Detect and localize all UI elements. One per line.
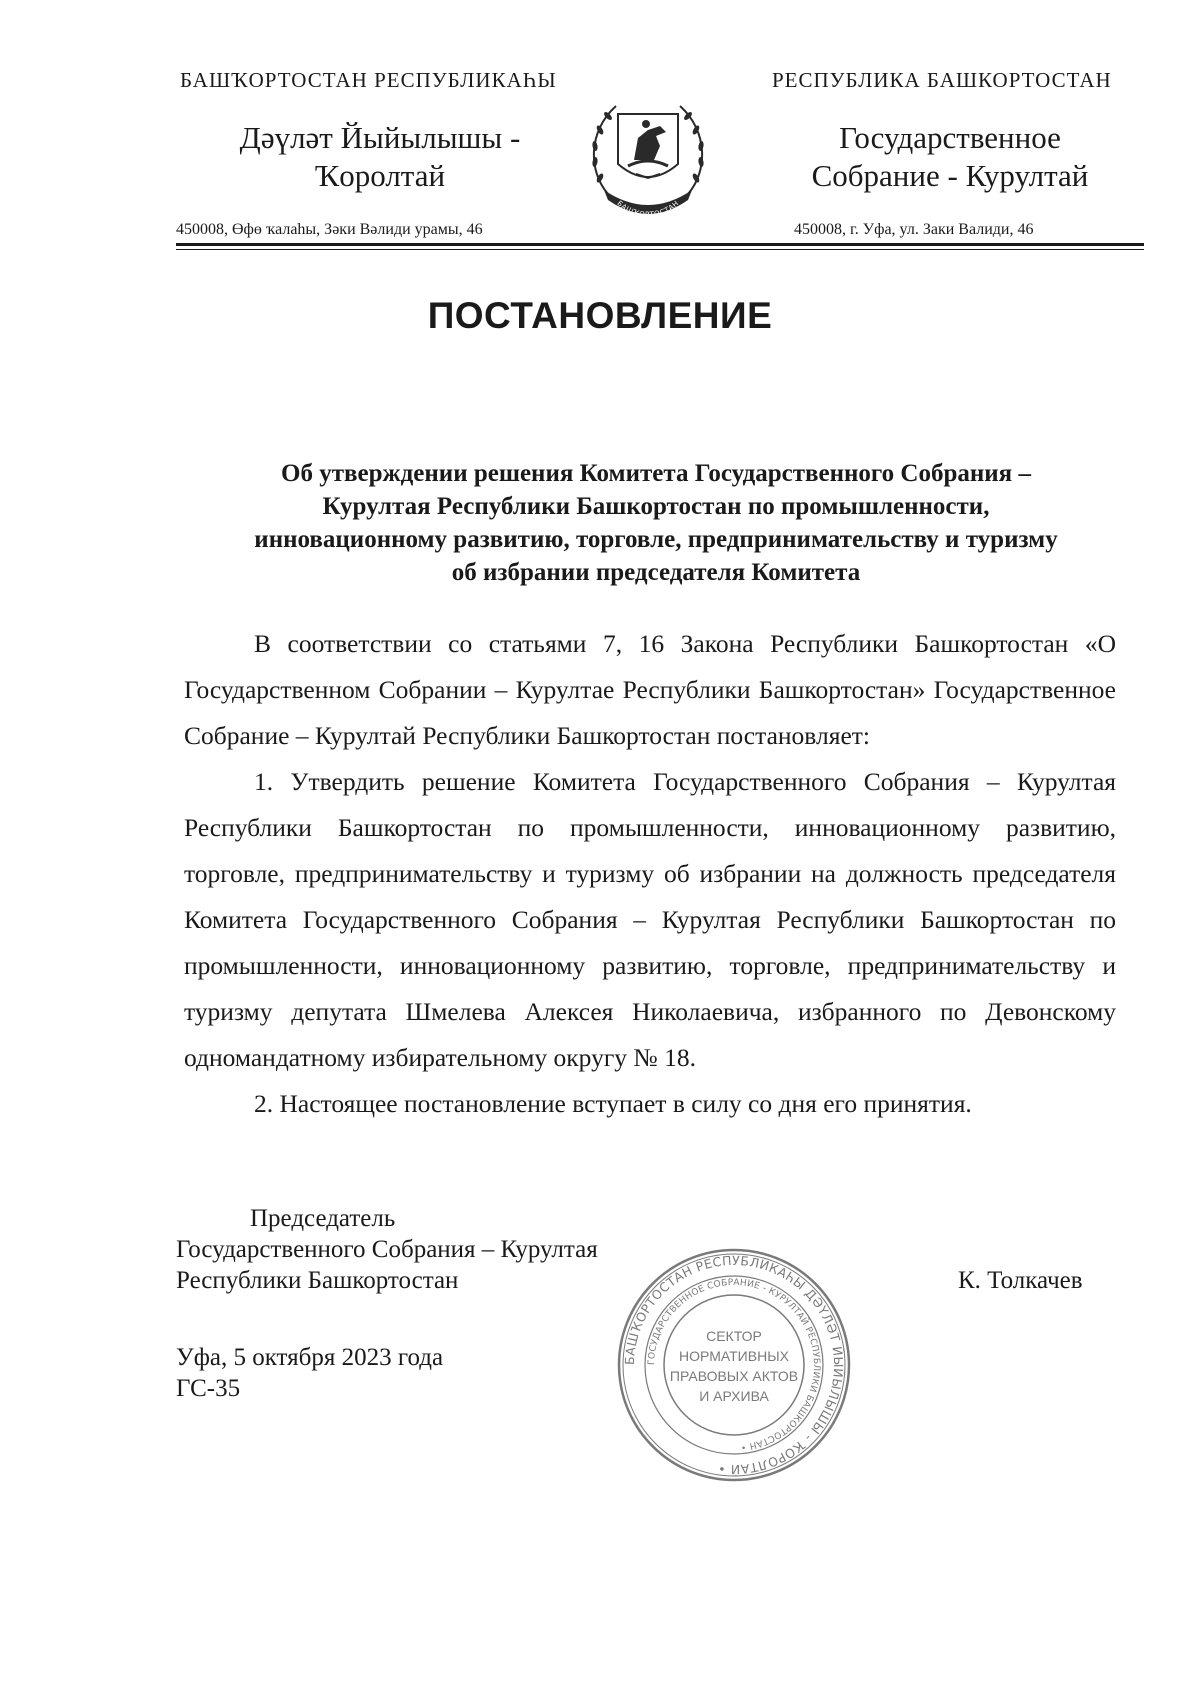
stamp-center-line3: ПРАВОВЫХ АКТОВ [669,1368,799,1384]
signer-position-line3: Республики Башкортостан [176,1267,459,1294]
signer-position-line1: Председатель [250,1205,396,1232]
subject-line: об избрании председателя Комитета [451,559,861,586]
left-org-name [190,119,570,195]
signer-position-line2: Государственного Собрания – Курултая [176,1236,598,1263]
left-org-line2: Ҡоролтай [314,158,446,193]
subject-line: Курултая Республики Башкортостан по промышленности, [322,493,990,520]
coat-of-arms-icon [578,86,718,226]
stamp-inner-ring-text: ГОСУДАРСТВЕННОЕ СОБРАНИЕ - КУРУЛТАЙ РЕСПУБЛИКИ БАШКОРТОСТАН • [646,1277,822,1452]
right-address: 450008, г. Уфа, ул. Заки Валиди, 46 [794,221,1034,238]
stamp-center-line2: НОРМАТИВНЫХ [679,1348,789,1364]
emblem-ribbon-text: БАШҠОРТОСТАН [615,199,681,219]
stamp-center-line1: СЕКТОР [706,1328,762,1344]
subject-line: Об утверждении решения Комитета Государственного Собрания – [281,460,1031,487]
item-1-paragraph: 1. Утвердить решение Комитета Государственного Собрания – Курултая Республики Башкортостан по промышленности, инновационному развитию, торговле, предпринимательству и туризму об избрании на должность председателя Комитета Государственного Собрания – Курултая Республики Башкортостан по промышленности, инновационному развитию, торговле, предпринимательству и туризму депутата Шмелева Алексея Николаевича, избранного по Девонскому одномандатному избирательному округу № 18. [184,767,1116,1072]
official-stamp [614,1245,854,1485]
signer-name: К. Толкачев [958,1267,1083,1294]
right-org-name [770,119,1130,195]
left-republic-name: БАШҠОРТОСТАН РЕСПУБЛИКАҺЫ [180,68,557,92]
stamp-outer-ring-text: БАШҠОРТОСТАН РЕСПУБЛИКАҺЫ ДӘҮЛӘТ ЙЫЙЫЛЫШЫ - ҠОРОЛТАЙ • [621,1252,847,1478]
right-org-line2: Собрание - Курултай [811,158,1089,193]
svg-text:ГОСУДАРСТВЕННОЕ СОБРАНИЕ - КУР [647,1278,821,1452]
left-org-line1: Дәүләт Йыйылышы - [239,120,521,155]
item-2-paragraph: 2. Настоящее постановление вступает в силу со дня его принятия. [254,1089,972,1118]
right-org-line1: Государственное [839,120,1061,155]
subject-line: инновационному развитию, торговле, предпринимательству и туризму [254,526,1058,553]
right-republic-name: РЕСПУБЛИКА БАШКОРТОСТАН [772,68,1112,92]
preamble-paragraph: В соответствии со статьями 7, 16 Закона Республики Башкортостан «О Государственном Собрании – Курултае Республики Башкортостан» Государственное Собрание – Курултай Республики Башкортостан постановляет: [184,629,1116,750]
place-and-date: Уфа, 5 октября 2023 года [176,1344,444,1371]
stamp-center-line4: И АРХИВА [699,1388,769,1404]
document-title: ПОСТАНОВЛЕНИЕ [427,295,773,336]
header-rule-thin [176,249,1144,250]
header-rule-thick [176,243,1144,246]
document-subject [176,457,1136,589]
document-number: ГС-35 [176,1375,241,1402]
left-address: 450008, Өфө ҡалаһы, Зәки Вәлиди урамы, 46 [176,221,483,238]
document-body [184,621,1116,1127]
